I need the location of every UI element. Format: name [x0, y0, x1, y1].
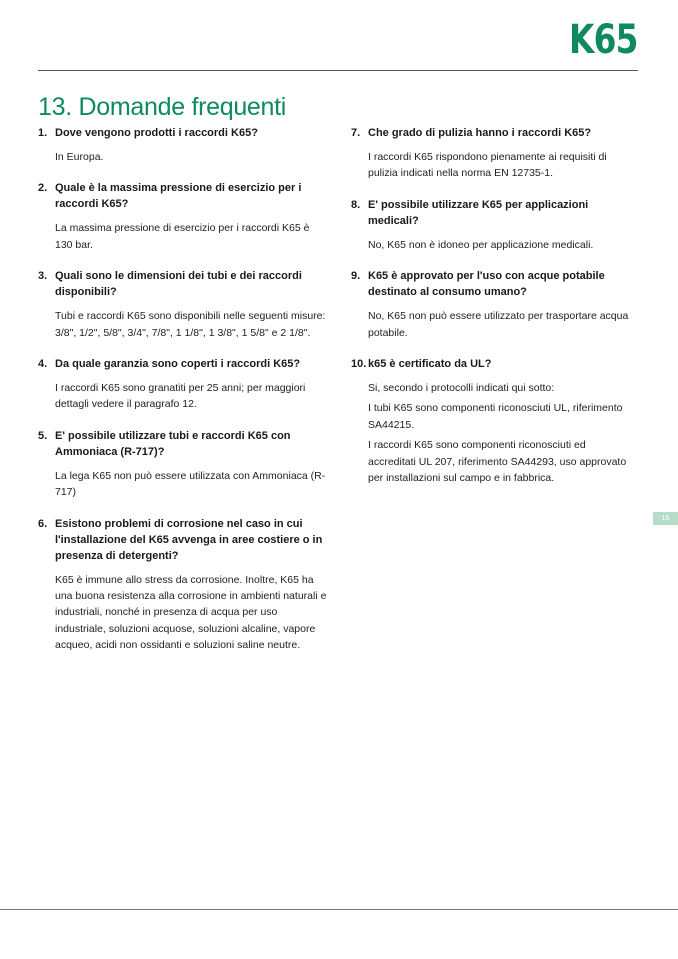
faq-answer-paragraph: No, K65 non può essere utilizzato per trasportare acqua potabile.: [368, 310, 629, 339]
faq-answer-paragraph: I raccordi K65 sono componenti riconosciuti ed accreditati UL 207, riferimento SA44293, uso approvato per installazioni sul campo e in fabbrica.: [368, 439, 627, 485]
faq-number: 3.: [38, 270, 48, 283]
faq-column-right: [351, 125, 631, 501]
faq-answer-paragraph: Tubi e raccordi K65 sono disponibili nelle seguenti misure: 3/8", 1/2", 5/8", 3/4", 7/8", 1 1/8", 1 3/8", 1 5/8" e 2 1/8".: [55, 310, 326, 339]
section-title: 13. Domande frequenti: [38, 93, 287, 121]
faq-item: [351, 268, 631, 341]
faq-item: [351, 197, 631, 253]
faq-question-text: Che grado di pulizia hanno i raccordi K65?: [368, 127, 592, 139]
faq-question: [351, 125, 631, 141]
faq-item: [351, 356, 631, 486]
faq-item: [38, 356, 328, 413]
faq-answer-paragraph: I tubi K65 sono componenti riconosciuti UL, riferimento SA44215.: [368, 402, 623, 431]
faq-question-text: Quali sono le dimensioni dei tubi e dei raccordi disponibili?: [55, 270, 302, 299]
header-rule: [38, 70, 638, 71]
faq-item: [38, 428, 328, 501]
faq-answer-paragraph: La massima pressione di esercizio per i raccordi K65 è 130 bar.: [55, 222, 310, 251]
faq-question: [38, 125, 328, 141]
footer-rule: [0, 909, 678, 910]
faq-item: [351, 125, 631, 182]
faq-answer: [55, 308, 328, 341]
faq-item: [38, 268, 328, 341]
faq-answer-paragraph: I raccordi K65 rispondono pienamente ai requisiti di pulizia indicati nella norma EN 12735-1.: [368, 151, 607, 180]
faq-number: 4.: [38, 358, 48, 371]
faq-answer: [368, 149, 631, 182]
faq-answer: [55, 149, 328, 165]
faq-item: [38, 125, 328, 165]
faq-question: [38, 356, 328, 372]
faq-question-text: Dove vengono prodotti i raccordi K65?: [55, 127, 258, 139]
faq-number: 2.: [38, 182, 48, 195]
faq-number: 10.: [351, 358, 367, 371]
faq-item: [38, 516, 328, 654]
faq-answer-paragraph: No, K65 non è idoneo per applicazione medicali.: [368, 238, 594, 251]
faq-answer: [55, 220, 328, 253]
faq-number: 7.: [351, 127, 361, 139]
faq-answer: [368, 308, 631, 341]
faq-answer-paragraph: La lega K65 non può essere utilizzata con Ammoniaca (R-717): [55, 469, 326, 499]
faq-answer-paragraph: K65 è immune allo stress da corrosione. Inoltre, K65 ha una buona resistenza alla corrosione in ambienti naturali e industriali, nonché in presenza di acqua per uso industriale, soluzioni acquose, soluzioni alcaline, vapore acqueo, acidi non ossidanti e soluzioni saline neutre.: [55, 573, 327, 652]
faq-question-text: E' possibile utilizzare tubi e raccordi K65 con Ammoniaca (R-717)?: [55, 429, 291, 458]
faq-number: 6.: [38, 517, 48, 530]
faq-number: 9.: [351, 270, 361, 283]
faq-question: [38, 516, 328, 564]
faq-answer-paragraph: I raccordi K65 sono granatiti per 25 anni; per maggiori dettagli vedere il paragrafo 12.: [55, 382, 306, 411]
faq-number: 8.: [351, 198, 361, 211]
page-number-tab: 15: [653, 512, 678, 525]
faq-answer: [55, 380, 328, 413]
faq-question-text: K65 è approvato per l'uso con acque potabile destinato al consumo umano?: [368, 270, 605, 299]
faq-question: [38, 180, 328, 212]
faq-answer: [55, 572, 328, 654]
faq-question: [38, 428, 328, 460]
faq-question-text: Esistono problemi di corrosione nel caso in cui l'installazione del K65 avvenga in aree costiere o in presenza di detergenti?: [55, 517, 323, 562]
faq-answer: [368, 237, 631, 253]
faq-question: [351, 197, 631, 229]
faq-item: [38, 180, 328, 253]
faq-question-text: Da quale garanzia sono coperti i raccordi K65?: [55, 358, 301, 371]
faq-question: [351, 268, 631, 300]
faq-number: 1.: [38, 127, 48, 139]
faq-answer: [368, 380, 631, 486]
faq-question-text: E' possibile utilizzare K65 per applicazioni medicali?: [368, 198, 589, 227]
faq-answer: [55, 468, 328, 501]
faq-question-text: Quale è la massima pressione di esercizio per i raccordi K65?: [55, 182, 302, 211]
faq-question-text: k65 è certificato da UL?: [368, 358, 492, 371]
faq-question: [38, 268, 328, 300]
faq-answer-paragraph: Si, secondo i protocolli indicati qui sotto:: [368, 382, 555, 395]
faq-number: 5.: [38, 429, 48, 442]
faq-question: [351, 356, 631, 372]
faq-answer-paragraph: In Europa.: [55, 151, 104, 163]
faq-column-left: [38, 125, 328, 669]
logo: K65: [569, 17, 638, 63]
